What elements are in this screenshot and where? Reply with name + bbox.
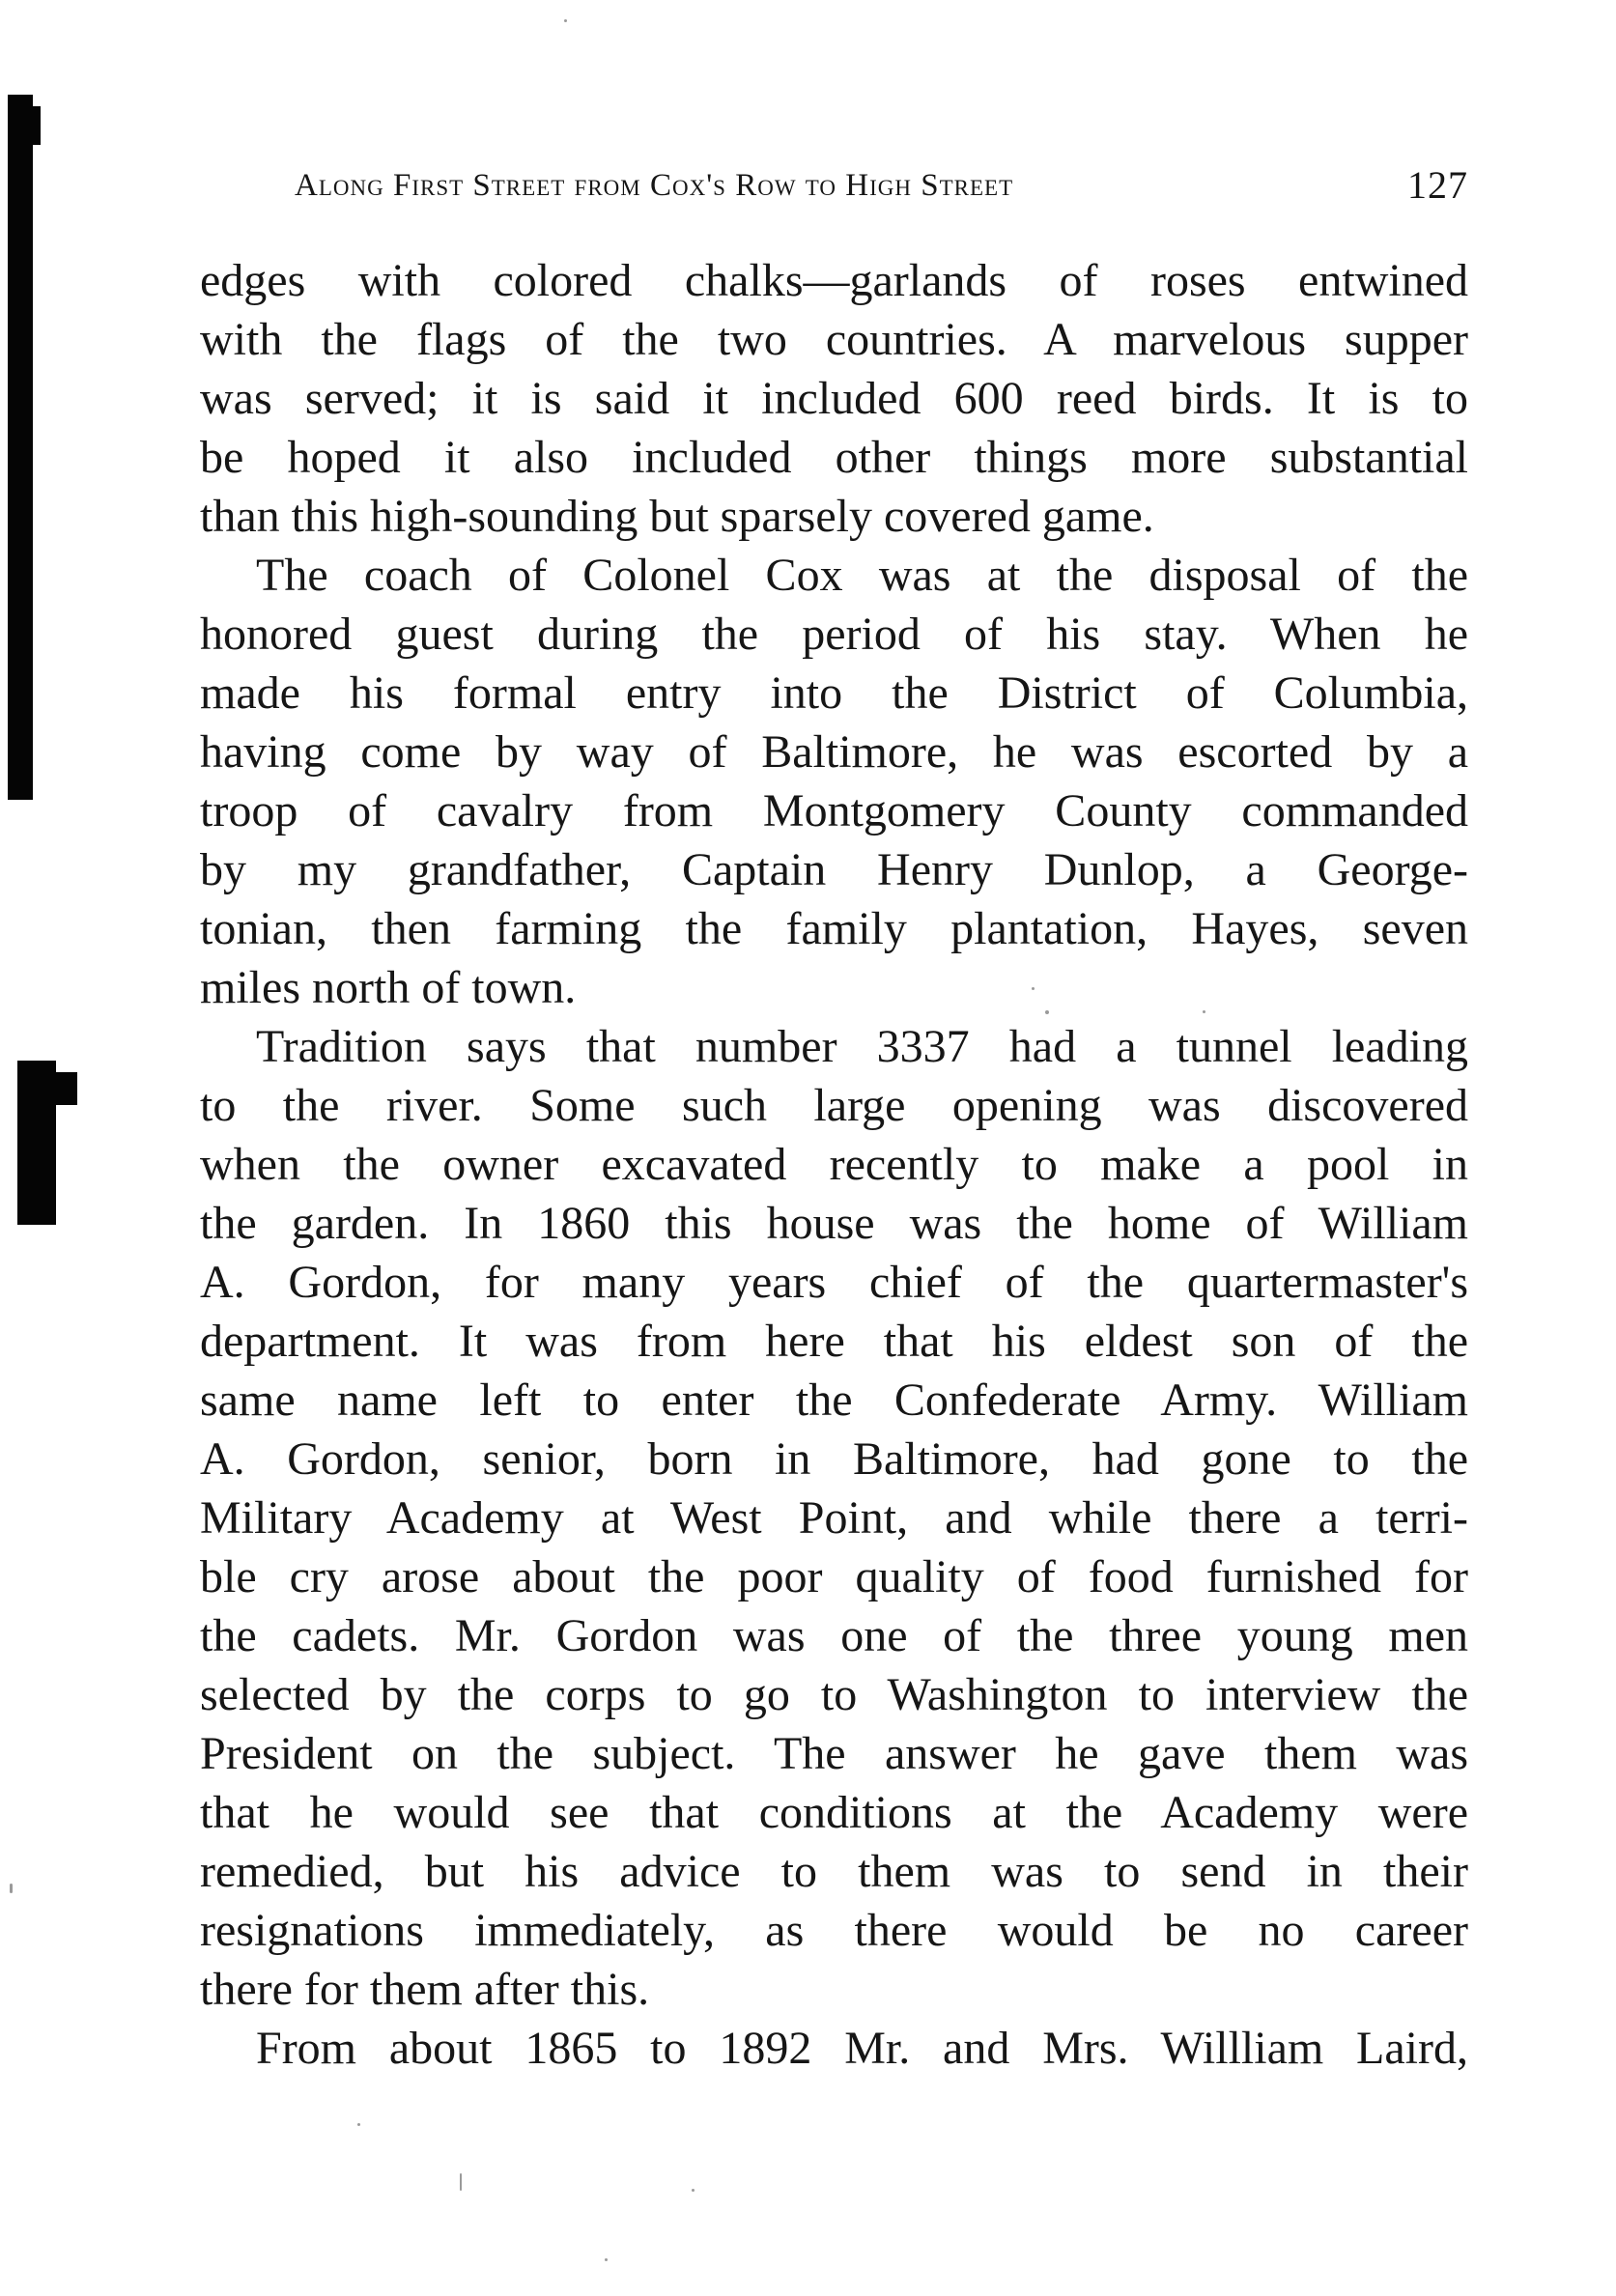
text-line: same name left to enter the Confederate Army. William <box>200 1375 1468 1426</box>
text-line: remedied, but his advice to them was to send in their <box>200 1846 1468 1897</box>
scan-edge-bar-lower <box>17 1061 56 1225</box>
text-line: tonian, then farming the family plantation, Hayes, seven <box>200 903 1468 954</box>
running-header <box>295 162 1468 211</box>
body-text <box>200 251 1468 2078</box>
text-line: edges with colored chalks—garlands of roses entwined <box>200 255 1468 306</box>
text-line: by my grandfather, Captain Henry Dunlop, a George- <box>200 844 1468 895</box>
text-line: the cadets. Mr. Gordon was one of the three young men <box>200 1610 1468 1661</box>
text-line: resignations immediately, as there would be no career <box>200 1905 1468 1956</box>
text-line: with the flags of the two countries. A marvelous supper <box>200 314 1468 365</box>
text-line: than this high-sounding but sparsely covered game. <box>200 491 1154 542</box>
text-line: made his formal entry into the District of Columbia, <box>200 667 1468 719</box>
text-line: department. It was from here that his eldest son of the <box>200 1316 1468 1367</box>
text-line: miles north of town. <box>200 962 577 1013</box>
text-line: A. Gordon, senior, born in Baltimore, had gone to the <box>200 1433 1468 1485</box>
text-line: Tradition says that number 3337 had a tunnel leading <box>256 1021 1468 1072</box>
running-title: Along First Street from Cox's Row to High Street <box>295 168 1014 203</box>
text-line: was served; it is said it included 600 reed birds. It is to <box>200 373 1468 424</box>
scan-edge-notch-upper <box>33 106 41 145</box>
scan-speck <box>605 2258 608 2261</box>
text-line: selected by the corps to go to Washington to interview the <box>200 1669 1468 1720</box>
text-line: From about 1865 to 1892 Mr. and Mrs. Willliam Laird, <box>256 2023 1468 2074</box>
page-number: 127 <box>1407 163 1468 207</box>
text-line: troop of cavalry from Montgomery County commanded <box>200 785 1468 836</box>
text-line: to the river. Some such large opening was discovered <box>200 1080 1468 1131</box>
text-line: there for them after this. <box>200 1964 650 2015</box>
text-line: that he would see that conditions at the Academy were <box>200 1787 1468 1838</box>
paragraph-continued <box>200 251 1468 546</box>
scan-speck <box>10 1884 13 1893</box>
text-line: ble cry arose about the poor quality of food furnished for <box>200 1551 1468 1602</box>
scan-speck <box>692 2189 695 2192</box>
scan-speck <box>460 2173 462 2191</box>
text-line: be hoped it also included other things more substantial <box>200 432 1468 483</box>
scan-edge-notch-lower <box>56 1072 77 1105</box>
text-line: honored guest during the period of his stay. When he <box>200 609 1468 660</box>
paragraph-laird <box>200 2019 1468 2078</box>
scan-speck <box>357 2123 360 2126</box>
paragraph-coach <box>200 546 1468 1017</box>
text-line: having come by way of Baltimore, he was escorted by a <box>200 726 1468 778</box>
text-line: when the owner excavated recently to make a pool in <box>200 1139 1468 1190</box>
scan-edge-bar-upper <box>8 95 33 800</box>
text-line: A. Gordon, for many years chief of the quartermaster's <box>200 1257 1468 1308</box>
scan-speck <box>564 19 567 22</box>
text-line: The coach of Colonel Cox was at the disposal of the <box>256 550 1468 601</box>
text-line: Military Academy at West Point, and while there a terri- <box>200 1492 1468 1544</box>
text-line: President on the subject. The answer he gave them was <box>200 1728 1468 1779</box>
text-line: the garden. In 1860 this house was the home of William <box>200 1198 1468 1249</box>
paragraph-tradition <box>200 1017 1468 2019</box>
